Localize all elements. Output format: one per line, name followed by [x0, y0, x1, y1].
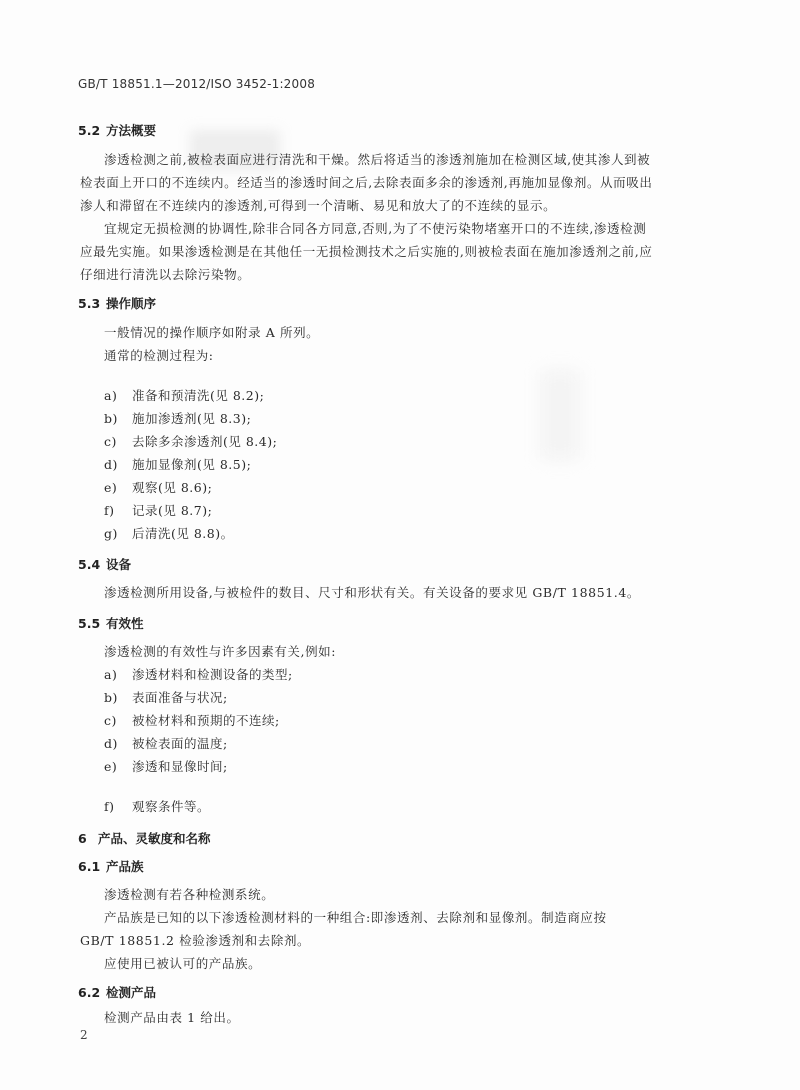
paragraph-line: 渗透检测之前,被检表面应进行清洗和干燥。然后将适当的渗透剂施加在检测区域,使其渗人到被: [104, 152, 651, 167]
paragraph-line: 应最先实施。如果渗透检测是在其他任一无损检测技术之后实施的,则被检表面在施加渗透剂之前,应: [80, 244, 653, 259]
paragraph-line: 检测产品由表 1 给出。: [104, 1010, 240, 1025]
paragraph-line: 产品族是已知的以下渗透检测材料的一种组合:即渗透剂、去除剂和显像剂。制造商应按: [104, 910, 607, 925]
list-item: b) 施加渗透剂(见 8.3);: [104, 411, 252, 426]
list-item: d) 施加显像剂(见 8.5);: [104, 457, 252, 472]
paragraph-line: 渗透检测所用设备,与被检件的数目、尺寸和形状有关。有关设备的要求见 GB/T 18851.4。: [104, 585, 641, 600]
list-item: b) 表面准备与状况;: [104, 690, 228, 705]
paragraph-line: 检表面上开口的不连续内。经适当的渗透时间之后,去除表面多余的渗透剂,再施加显像剂。从而吸出: [80, 175, 653, 190]
list-item: d) 被检表面的温度;: [104, 736, 228, 751]
paragraph-line: 仔细进行清洗以去除污染物。: [80, 267, 251, 282]
list-item: e) 渗透和显像时间;: [104, 759, 228, 774]
section-heading-5-3: 5.3 操作顺序: [78, 296, 157, 311]
section-heading-6-2: 6.2 检测产品: [78, 985, 157, 1000]
paragraph-line: 一般情况的操作顺序如附录 A 所列。: [104, 325, 320, 340]
scan-smudge: [540, 370, 580, 460]
chapter-heading-6: 6 产品、灵敏度和名称: [78, 831, 211, 846]
list-item: e) 观察(见 8.6);: [104, 480, 213, 495]
paragraph-line: GB/T 18851.2 检验渗透剂和去除剂。: [80, 933, 311, 948]
paragraph-line: 渗透检测的有效性与许多因素有关,例如:: [104, 644, 337, 659]
paragraph-line: 应使用已被认可的产品族。: [104, 956, 262, 971]
section-heading-6-1: 6.1 产品族: [78, 859, 144, 874]
list-item: a) 渗透材料和检测设备的类型;: [104, 667, 293, 682]
page-number: 2: [80, 1028, 88, 1042]
section-heading-5-4: 5.4 设备: [78, 557, 132, 572]
paragraph-line: 渗透检测有若各种检测系统。: [104, 887, 275, 902]
list-item: f) 记录(见 8.7);: [104, 503, 213, 518]
list-item: g) 后清洗(见 8.8)。: [104, 526, 234, 541]
list-item: c) 被检材料和预期的不连续;: [104, 713, 280, 728]
paragraph-line: 宜规定无损检测的协调性,除非合同各方同意,否则,为了不使污染物堵塞开口的不连续,渗透检测: [104, 221, 647, 236]
section-heading-5-5: 5.5 有效性: [78, 616, 144, 631]
list-item: f) 观察条件等。: [104, 799, 211, 814]
paragraph-line: 通常的检测过程为:: [104, 348, 214, 363]
list-item: c) 去除多余渗透剂(见 8.4);: [104, 434, 278, 449]
paragraph-line: 渗人和滞留在不连续内的渗透剂,可得到一个清晰、易见和放大了的不连续的显示。: [80, 198, 557, 213]
standard-header: GB/T 18851.1—2012/ISO 3452-1:2008: [78, 77, 316, 91]
section-heading-5-2: 5.2 方法概要: [78, 123, 157, 138]
list-item: a) 准备和预清洗(见 8.2);: [104, 388, 265, 403]
